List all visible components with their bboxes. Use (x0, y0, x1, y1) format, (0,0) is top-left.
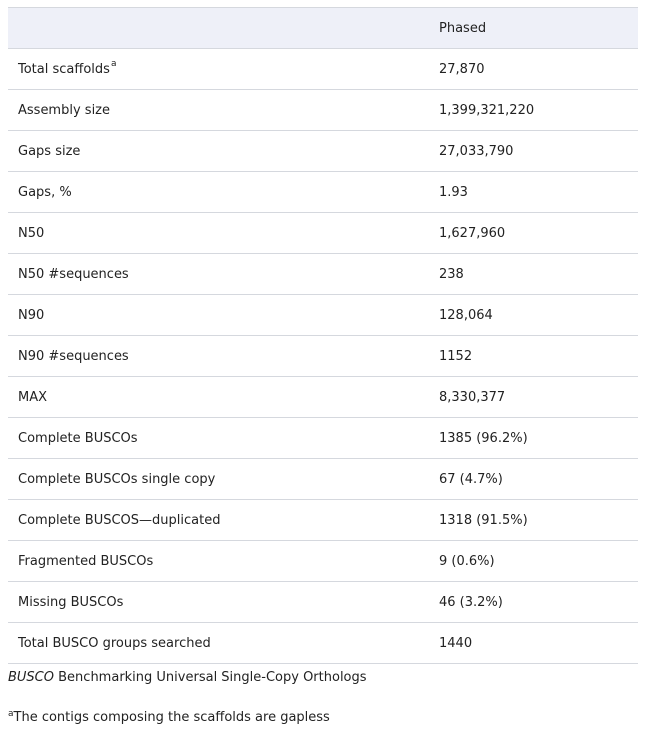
row-value-cell: 8,330,377 (429, 377, 638, 418)
row-label-cell (8, 459, 429, 500)
table-row (8, 131, 638, 172)
row-label: Fragmented BUSCOs (18, 553, 154, 569)
table-row (8, 295, 638, 336)
row-value-cell: 1385 (96.2%) (429, 418, 638, 459)
table-row (8, 172, 638, 213)
table-row (8, 254, 638, 295)
row-label: Gaps, % (18, 184, 72, 200)
footnote-abbreviation-term: BUSCO (8, 670, 54, 685)
footnote-a-text: The contigs composing the scaffolds are gapless (13, 710, 330, 725)
row-label: Total scaffolds (18, 61, 110, 77)
row-label-cell (8, 49, 429, 90)
row-value-cell: 1.93 (429, 172, 638, 213)
row-label-cell (8, 295, 429, 336)
row-label-cell (8, 131, 429, 172)
row-label-cell (8, 377, 429, 418)
assembly-stats-table-container (8, 7, 638, 664)
row-label-cell (8, 418, 429, 459)
table-row (8, 541, 638, 582)
row-value-cell: 1,627,960 (429, 213, 638, 254)
table-row (8, 49, 638, 90)
table-row (8, 500, 638, 541)
row-value-cell: 67 (4.7%) (429, 459, 638, 500)
footnote-a-marker: a (8, 709, 14, 719)
table-header (8, 8, 638, 49)
assembly-stats-table (8, 7, 638, 664)
row-label: Complete BUSCOs single copy (18, 471, 216, 487)
footnote-abbreviation (8, 670, 367, 685)
row-label: N90 (18, 307, 45, 323)
table-row (8, 213, 638, 254)
table-row (8, 336, 638, 377)
table-row (8, 377, 638, 418)
table-row (8, 623, 638, 664)
row-value-cell: 27,870 (429, 49, 638, 90)
footnote-abbreviation-definition: Benchmarking Universal Single-Copy Orthologs (58, 670, 367, 685)
header-cell-label (8, 8, 429, 49)
footnote-marker: a (110, 59, 117, 70)
row-value-cell: 1,399,321,220 (429, 90, 638, 131)
row-value-cell: 238 (429, 254, 638, 295)
row-label: Assembly size (18, 102, 110, 118)
row-label: Missing BUSCOs (18, 594, 124, 610)
row-label: N50 #sequences (18, 266, 129, 282)
row-label-cell (8, 213, 429, 254)
row-label-cell (8, 500, 429, 541)
row-value-cell: 1318 (91.5%) (429, 500, 638, 541)
row-value-cell: 128,064 (429, 295, 638, 336)
row-label: N90 #sequences (18, 348, 129, 364)
row-label-cell (8, 582, 429, 623)
table-row (8, 418, 638, 459)
row-label: Complete BUSCOs (18, 430, 138, 446)
row-value-cell: 9 (0.6%) (429, 541, 638, 582)
row-label: Gaps size (18, 143, 81, 159)
row-value-cell: 1440 (429, 623, 638, 664)
row-label-cell (8, 541, 429, 582)
table-row (8, 459, 638, 500)
row-label-cell (8, 336, 429, 377)
row-label-cell (8, 172, 429, 213)
row-label: MAX (18, 389, 48, 405)
table-body (8, 49, 638, 664)
row-label: Total BUSCO groups searched (18, 635, 211, 651)
table-row (8, 90, 638, 131)
row-value-cell: 46 (3.2%) (429, 582, 638, 623)
row-label-cell (8, 90, 429, 131)
row-value-cell: 27,033,790 (429, 131, 638, 172)
header-cell-phased: Phased (429, 8, 638, 49)
row-label: N50 (18, 225, 45, 241)
row-value-cell: 1152 (429, 336, 638, 377)
row-label: Complete BUSCOS—duplicated (18, 512, 221, 528)
row-label-cell (8, 254, 429, 295)
row-label-cell (8, 623, 429, 664)
footnote-a (8, 710, 330, 725)
table-row (8, 582, 638, 623)
table-header-row (8, 8, 638, 49)
